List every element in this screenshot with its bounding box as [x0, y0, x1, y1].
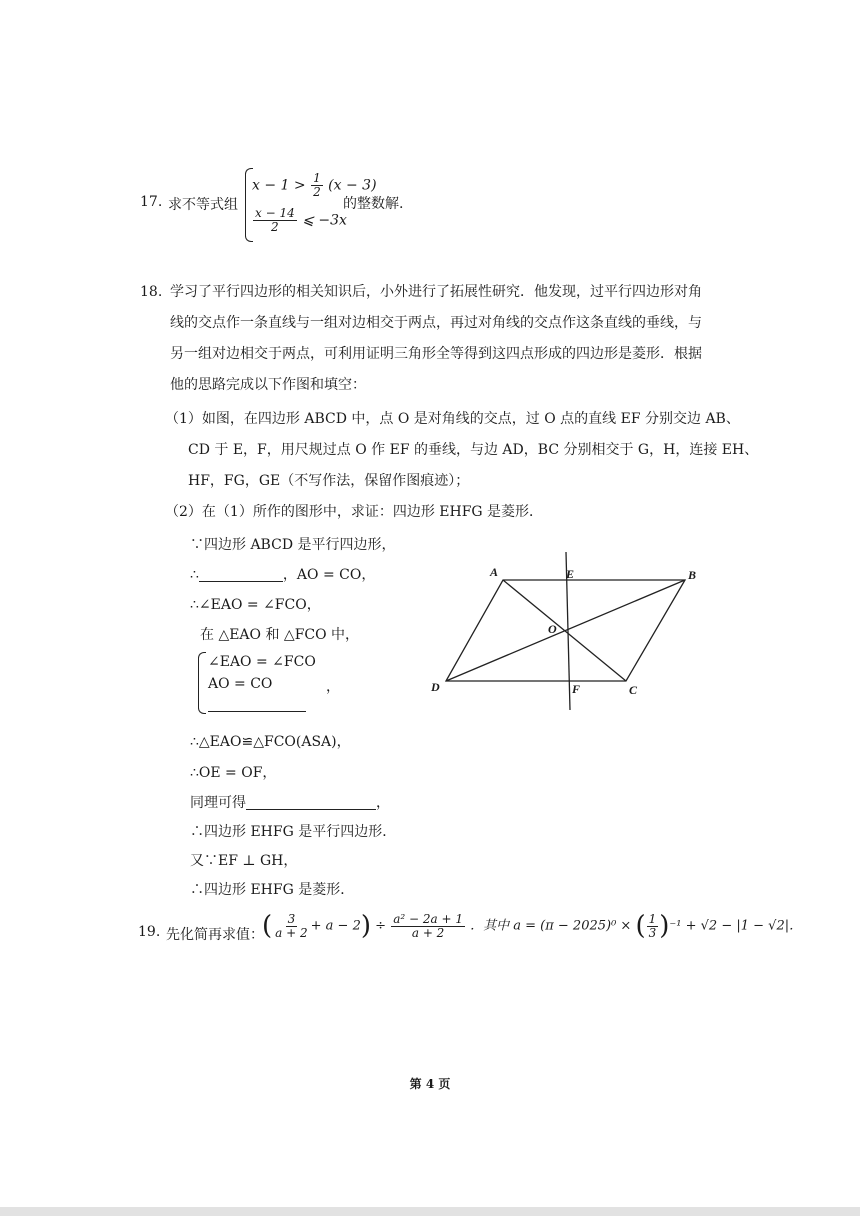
q18-part1-line: CD 于 E，F，用尺规过点 O 作 EF 的垂线，与边 AD，BC 分别相交于 G，H，连接 EH、 — [188, 442, 759, 458]
q18-intro-line: 线的交点作一条直线与一组对边相交于两点，再过对角线的交点作这条直线的垂线，与 — [170, 315, 702, 331]
label-d: D — [431, 680, 440, 694]
q19-prefix: 先化简再求值： — [166, 927, 264, 943]
proof-line-1: ∵四边形 ABCD 是平行四边形， — [190, 537, 396, 553]
q18-part2: （2）在（1）所作的图形中，求证：四边形 EHFG 是菱形． — [165, 504, 544, 520]
q19-number: 19. — [138, 924, 161, 940]
page-number: 第 4 页 — [409, 1077, 451, 1091]
label-o: O — [548, 622, 557, 636]
label-b: B — [688, 568, 697, 582]
q17-prefix: 求不等式组 — [168, 197, 238, 213]
q17-suffix: 的整数解. — [343, 196, 404, 212]
q19-expression: ( $\frac{3}{a + 2}$ + a − 2) ÷ $\frac{\text{a² − 2a + 1}}{a + 2}$ ．其中 a = (π − 2025)⁰ × ( $\frac{1}{3}$ )⁻¹ + √2 − |1 − √2|． — [262, 911, 803, 941]
diagonal-bd — [446, 580, 685, 681]
q18-part1-line: HF，FG，GE（不写作法，保留作图痕迹）； — [188, 473, 470, 489]
label-c: C — [629, 683, 638, 697]
q18-part1-line: （1）如图，在四边形 ABCD 中，点 O 是对角线的交点，过 O 点的直线 EF 分别交边 AB、 — [165, 411, 740, 427]
proof-system-2: AO = CO — [208, 676, 273, 692]
q17-number: 17. — [140, 194, 163, 210]
proof-system-end: ， — [326, 679, 340, 695]
proof-line-6: ∴OE = OF， — [190, 765, 277, 781]
q18-intro-line: 他的思路完成以下作图和填空： — [170, 377, 366, 393]
proof-line-2: ∴ ，AO = CO， — [190, 567, 376, 583]
proof-line-3: ∴∠EAO = ∠FCO， — [190, 597, 321, 613]
q17-inequality-2: $\frac{x - 14}{2}$ ⩽ −3x — [255, 206, 347, 234]
proof-line-9: 又∵EF ⊥ GH， — [190, 853, 298, 869]
proof-line-4: 在 △EAO 和 △FCO 中， — [200, 627, 360, 643]
proof-system-1: ∠EAO = ∠FCO — [208, 654, 316, 670]
q18-intro-line: 另一组对边相交于两点，可利用证明三角形全等得到这四点形成的四边形是菱形．根据 — [170, 346, 702, 362]
proof-line-7: 同理可得 ， — [190, 795, 390, 811]
label-f: F — [572, 682, 581, 696]
label-a: A — [490, 565, 499, 579]
q18-intro-line: 学习了平行四边形的相关知识后，小外进行了拓展性研究．他发现，过平行四边形对角 — [170, 284, 702, 300]
label-e: E — [566, 567, 575, 581]
q17-inequality-1: x − 1 > $\frac{1}{2}$ (x − 3) — [252, 171, 377, 199]
proof-line-5: ∴△EAO≌△FCO(ASA)， — [190, 734, 351, 750]
scan-bottom-edge — [0, 1207, 860, 1216]
proof-line-8: ∴四边形 EHFG 是平行四边形． — [190, 824, 397, 840]
proof-line-10: ∴四边形 EHFG 是菱形． — [190, 882, 355, 898]
q18-number: 18. — [140, 284, 163, 300]
